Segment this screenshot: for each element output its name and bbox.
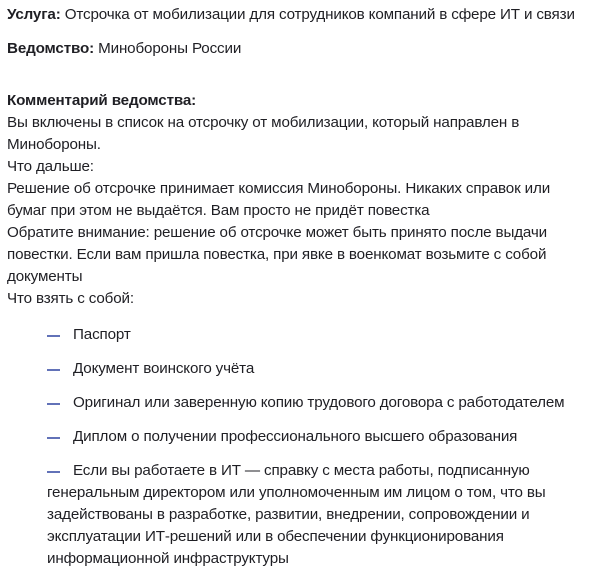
dash-bullet-icon bbox=[47, 471, 60, 473]
comment-line: Что дальше: bbox=[7, 158, 94, 175]
comment-line: Обратите внимание: решение об отсрочке может быть принято после выдачи bbox=[7, 224, 547, 241]
dash-bullet-icon bbox=[47, 335, 60, 337]
list-item-text: генеральным директором или уполномоченным им лицом о том, что вы bbox=[47, 484, 546, 501]
list-item-text: эксплуатации ИТ-решений или в обеспечении функционирования bbox=[47, 528, 504, 545]
comment-line: Минобороны. bbox=[7, 136, 101, 153]
comment-line: Вы включены в список на отсрочку от мобилизации, который направлен в bbox=[7, 114, 520, 131]
comment-line: документы bbox=[7, 268, 83, 285]
dash-bullet-icon bbox=[47, 369, 60, 371]
service-row bbox=[7, 4, 575, 26]
agency-value: Минобороны России bbox=[98, 40, 242, 57]
agency-row bbox=[7, 38, 241, 60]
service-label: Услуга: bbox=[7, 6, 61, 23]
dash-bullet-icon bbox=[47, 403, 60, 405]
comment-line: Что взять с собой: bbox=[7, 290, 134, 307]
service-value: Отсрочка от мобилизации для сотрудников компаний в сфере ИТ и связи bbox=[64, 6, 575, 23]
dash-bullet-icon bbox=[47, 437, 60, 439]
comment-heading: Комментарий ведомства: bbox=[7, 92, 197, 109]
list-item-text: информационной инфраструктуры bbox=[47, 550, 289, 567]
list-item-text: Оригинал или заверенную копию трудового договора с работодателем bbox=[73, 394, 565, 411]
list-item-text: Документ воинского учёта bbox=[73, 360, 255, 377]
agency-label: Ведомство: bbox=[7, 40, 95, 57]
comment-line: Решение об отсрочке принимает комиссия Минобороны. Никаких справок или bbox=[7, 180, 551, 197]
comment-line: бумаг при этом не выдаётся. Вам просто не придёт повестка bbox=[7, 202, 430, 219]
list-item-text: задействованы в разработке, развитии, внедрении, сопровождении и bbox=[47, 506, 530, 523]
list-item-text: Диплом о получении профессионального высшего образования bbox=[73, 428, 518, 445]
list-item-text: Если вы работаете в ИТ — справку с места работы, подписанную bbox=[73, 462, 530, 479]
comment-line: повестки. Если вам пришла повестка, при явке в военкомат возьмите с собой bbox=[7, 246, 547, 263]
list-item-text: Паспорт bbox=[73, 326, 131, 343]
